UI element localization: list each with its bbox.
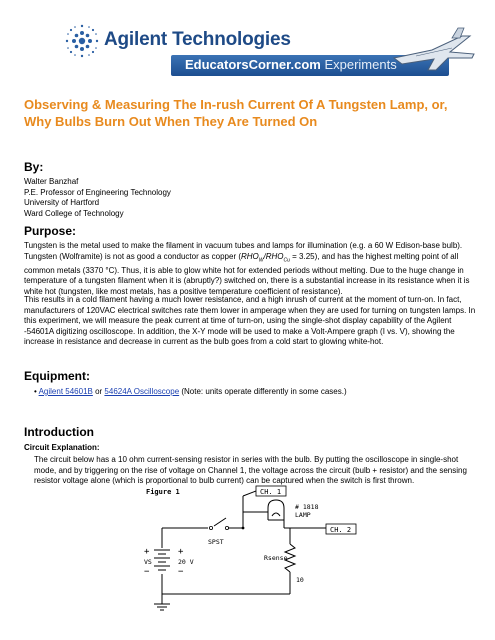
title-line-2: Why Bulbs Burn Out When They Are Turned On (24, 114, 318, 129)
spst-switch-blade (214, 518, 226, 526)
equipment-list-item (34, 387, 474, 398)
purpose-paragraph-1 (24, 241, 476, 298)
or-text: or (92, 387, 105, 396)
vs-label: VS (144, 558, 152, 566)
rho-slash: / (263, 251, 266, 261)
equipment-heading: Equipment: (24, 369, 90, 383)
equipment-note: (Note: units operate differently in some cases.) (179, 387, 347, 396)
author-block (24, 177, 324, 219)
rsense-label: Rsense (264, 554, 288, 562)
banner-title (185, 57, 397, 72)
switch-label: SPST (208, 538, 224, 546)
bullet: • (34, 387, 37, 396)
rho-cu: RHO (265, 251, 284, 261)
by-heading: By: (24, 160, 44, 174)
purpose-text-b: = 3.25), and has the highest melting point of all common metals (3370 °C). Thus, it is able to glow white hot for extended periods without melting. Due to the huge change in temperature of a tungsten filament when it is (abruptly?) switched on, there is a substantial increase in its resistance when it is white hot (tungsten, like most metals, has a positive temperature coefficient of resistance). (24, 251, 470, 296)
purpose-text-a: Tungsten is the metal used to make the filament in vacuum tubes and lamps for illumination (e.g. a 60 W Edison-base bulb). Tungsten (Wolframite) is not as good a conductor as copper ( (24, 241, 463, 261)
introduction-heading: Introduction (24, 425, 94, 439)
rho-w-sub: W (258, 257, 264, 264)
circuit-explanation-heading: Circuit Explanation: (24, 443, 100, 452)
lamp-label-number: # 1818 (295, 503, 319, 511)
brand-name: Agilent Technologies (104, 29, 291, 50)
switch-contact-a (209, 526, 212, 529)
purpose-paragraph-2: This results in a cold filament having a much lower resistance, and a high inrush of current at the moment of turn-on. In fact, manufacturers of 120VAC electrical switches rate them lower in amperage when they are used for turning on tungsten lamps. In this experiment, we will measure the peak current at time of turn-on, using the single-shot display capability of the Agilent -54601A digitizing oscilloscope. In addition, the X-Y mode will be used to make a Volt-Ampere graph (I vs. V), showing the increase in resistance and decrease in current as the bulb goes from a cold start to glowing white-hot. (24, 295, 476, 347)
r10-label: 10 (296, 576, 304, 584)
agilent-spark-logo-icon (62, 21, 102, 61)
airplane-icon (392, 24, 476, 76)
v20-minus: − (178, 567, 184, 577)
rho-w: RHO (241, 251, 259, 261)
author-title: P.E. Professor of Engineering Technology (24, 187, 171, 197)
link-54601b[interactable]: Agilent 54601B (38, 387, 93, 396)
ch2-label: CH. 2 (330, 526, 352, 534)
rho-cu-sub: Cu (283, 257, 290, 264)
lamp-label-text: LAMP (295, 511, 311, 519)
banner-section: Experiments (324, 57, 397, 72)
purpose-heading: Purpose: (24, 224, 77, 238)
vs-minus: − (144, 567, 150, 577)
author-name: Walter Banzhaf (24, 177, 79, 186)
battery-symbol (154, 550, 170, 570)
figure-caption: Figure 1 (146, 488, 180, 496)
author-college: Ward College of Technology (24, 208, 124, 218)
vs-plus: + (144, 547, 150, 557)
title-line-1: Observing & Measuring The In-rush Current Of A Tungsten Lamp, or, (24, 97, 448, 112)
v20-label: 20 V (178, 558, 194, 566)
circuit-diagram (140, 482, 380, 617)
v20-plus: + (178, 547, 184, 557)
page-title (24, 96, 474, 130)
link-54624a[interactable]: 54624A Oscilloscope (104, 387, 180, 396)
banner-site: EducatorsCorner.com (185, 57, 321, 72)
junction-dot (242, 527, 245, 530)
page-header (0, 0, 495, 85)
author-university: University of Hartford (24, 198, 100, 208)
ch1-label: CH. 1 (260, 488, 282, 496)
circuit-explanation-text: The circuit below has a 10 ohm current-sensing resistor in series with the bulb. By putting the oscilloscope in single-shot mode, and by triggering on the rise of voltage on Channel 1, the voltage across the circuit (bulb + resistor) and the sensing resistor voltage alone (which is proportional to bulb current) can be captured when the switch is first thrown. (34, 455, 467, 486)
